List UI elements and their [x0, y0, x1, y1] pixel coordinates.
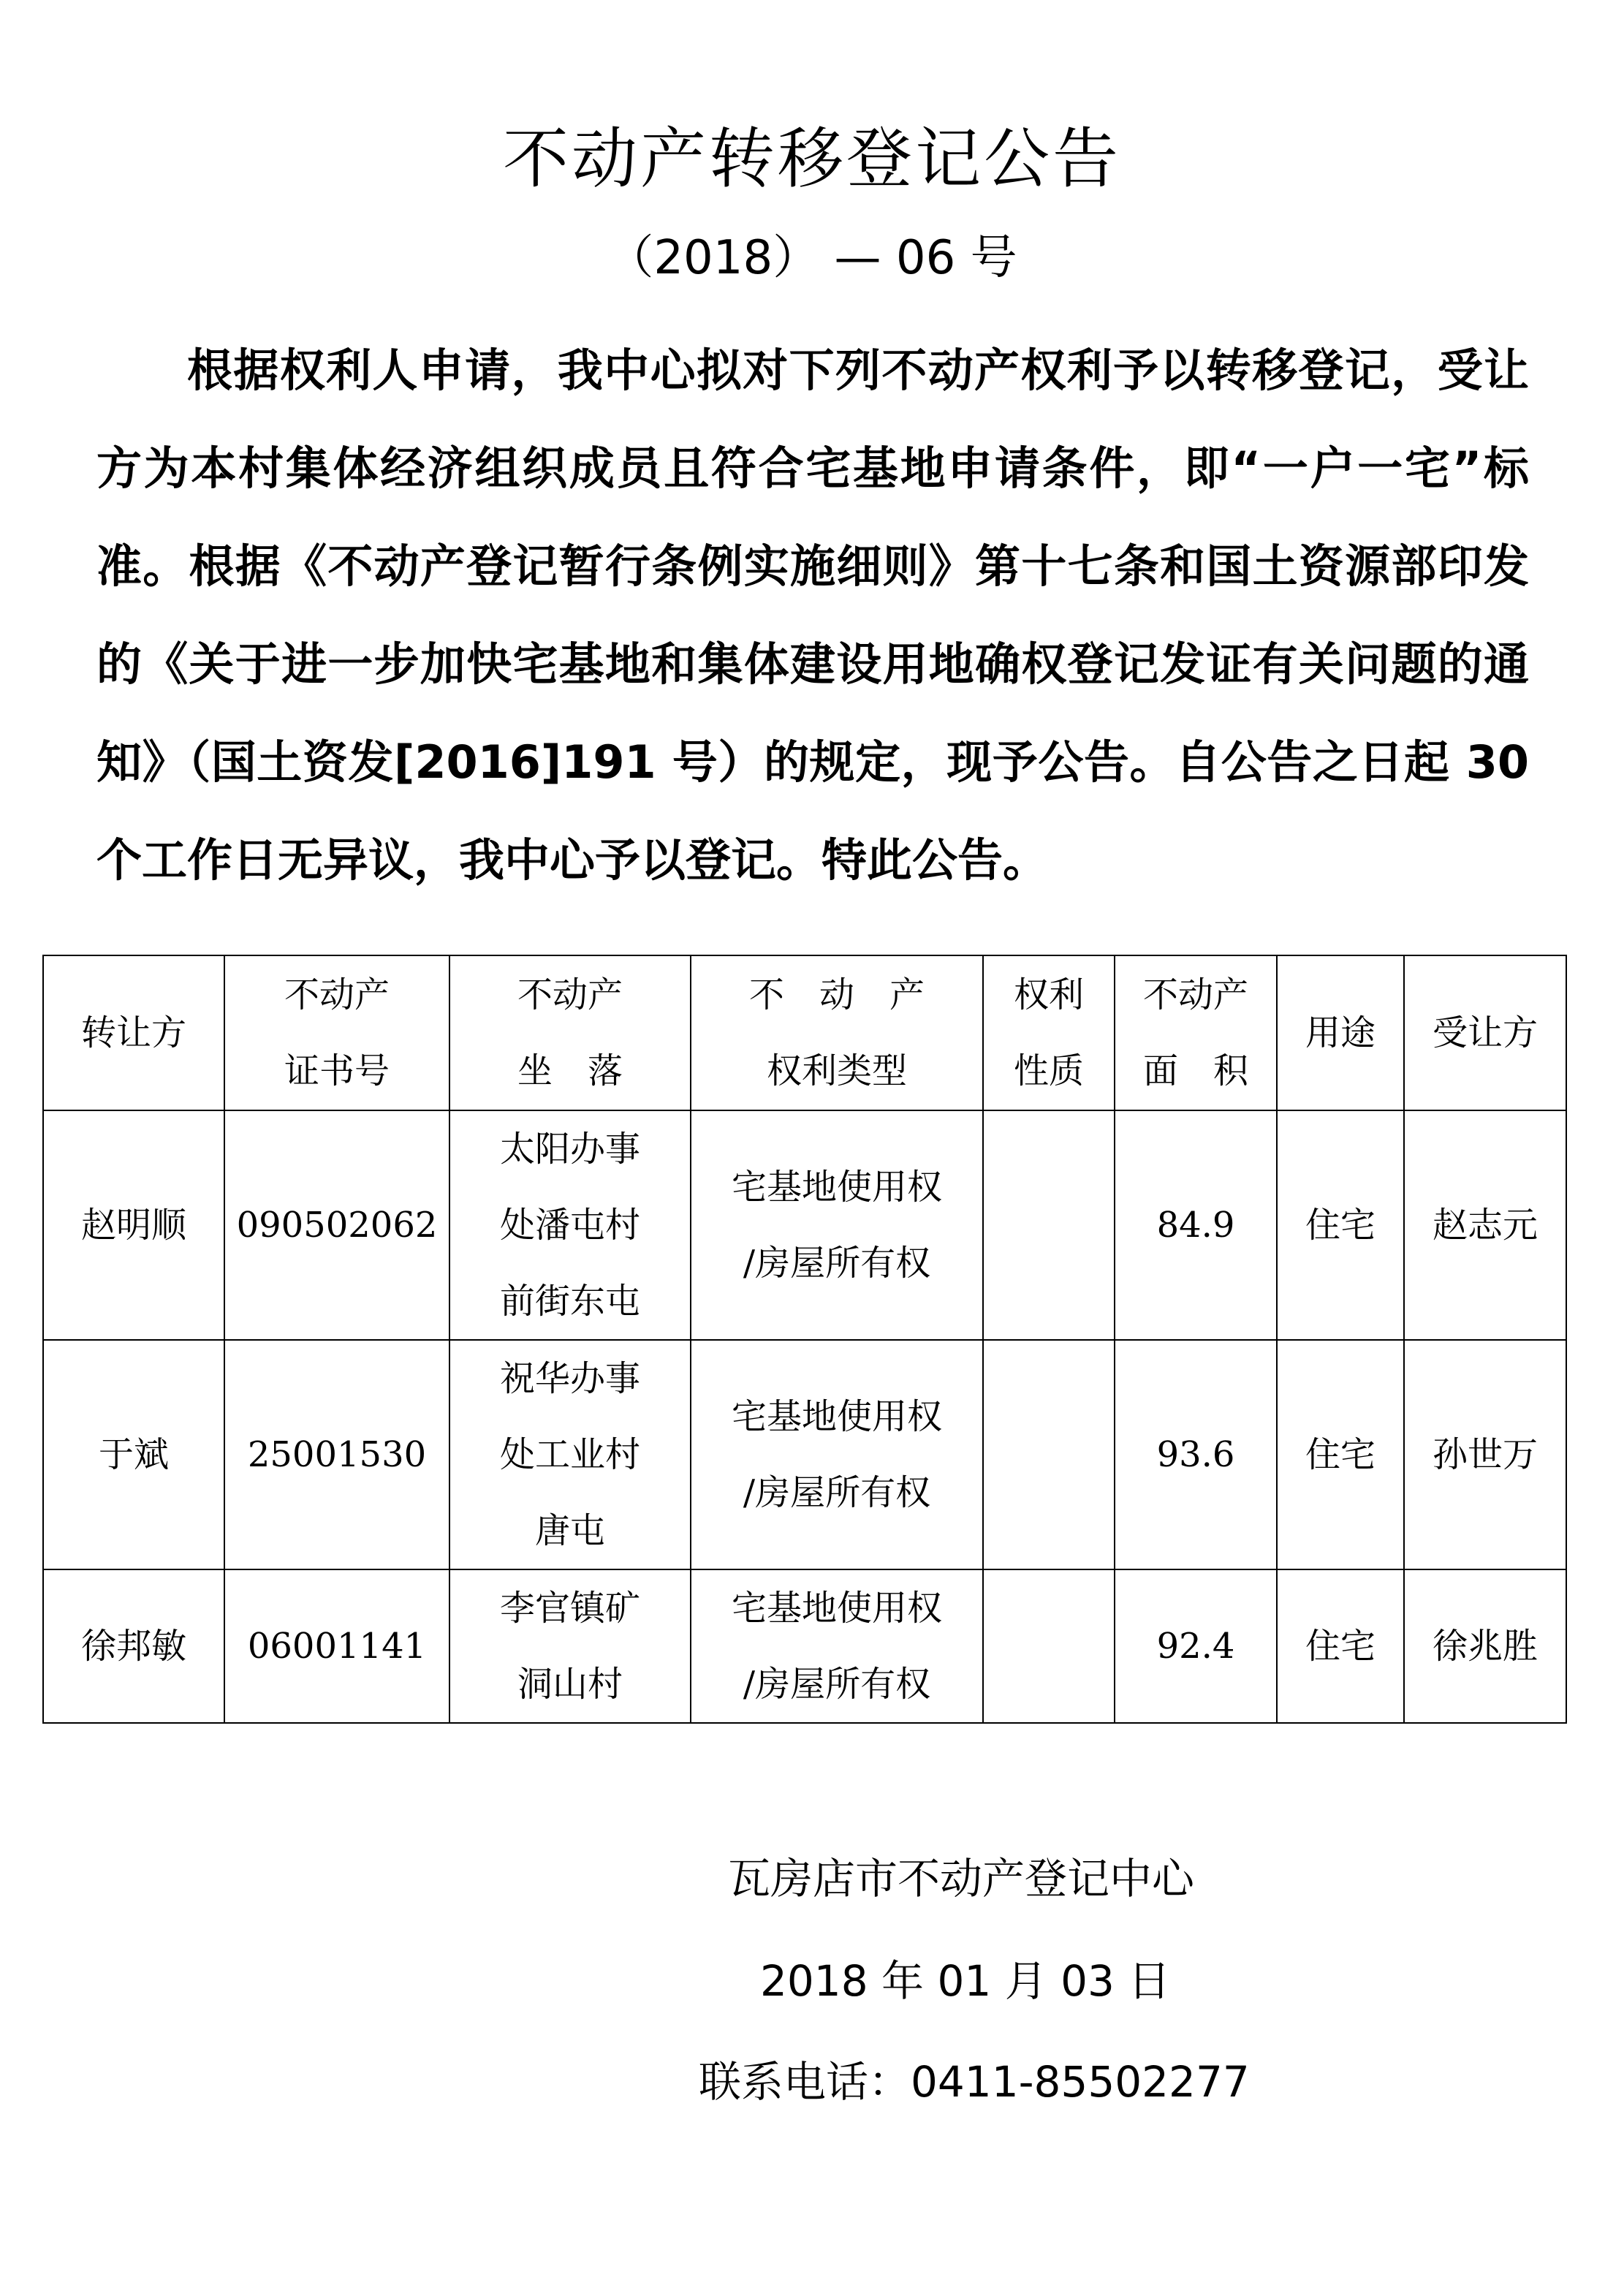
location-line: 太阳办事	[499, 1129, 640, 1170]
cell-right-nature	[983, 1340, 1115, 1569]
location-line: 唐屯	[534, 1510, 605, 1551]
right-type-line: 宅基地使用权	[731, 1588, 942, 1629]
cell-area: 92.4	[1115, 1569, 1277, 1723]
cell-transferee: 徐兆胜	[1404, 1569, 1566, 1723]
header-line: 证书号	[284, 1050, 390, 1091]
cell-transferee: 孙世万	[1404, 1340, 1566, 1569]
issuer-name: 瓦房店市不动产登记中心	[728, 1854, 1195, 1904]
cell-area: 93.6	[1115, 1340, 1277, 1569]
header-area	[1115, 955, 1277, 1110]
cell-cert-no: 090502062	[224, 1110, 449, 1340]
location-line: 李官镇矿	[499, 1588, 640, 1629]
cell-cert-no: 25001530	[224, 1340, 449, 1569]
header-right-type	[691, 955, 983, 1110]
header-line: 不动产	[284, 974, 390, 1015]
header-line: 面 积	[1142, 1050, 1248, 1091]
header-line: 权利	[1013, 974, 1084, 1015]
cell-right-type	[691, 1340, 983, 1569]
cell-usage: 住宅	[1277, 1340, 1404, 1569]
notice-body-text: 根据权利人申请，我中心拟对下列不动产权利予以转移登记，受让方为本村集体经济组织成员且符合宅基地申请条件，即“一户一宅”标准。根据《不动产登记暂行条例实施细则》第十七条和国土资源部印发的《关于进一步加快宅基地和集体建设用地确权登记发证有关问题的通知》（国土资发[2016]191 号）的规定，现予公告。自公告之日起 30 个工作日无异议，我中心予以登记。特此公告。	[96, 344, 1529, 887]
right-type-line: /房屋所有权	[743, 1664, 931, 1705]
table-row	[43, 1110, 1566, 1340]
cell-transferor: 于斌	[43, 1340, 224, 1569]
right-type-line: 宅基地使用权	[731, 1396, 942, 1437]
notice-title: 不动产转移登记公告	[503, 121, 1121, 197]
header-line: 性质	[1013, 1050, 1084, 1091]
cell-transferee: 赵志元	[1404, 1110, 1566, 1340]
cell-usage: 住宅	[1277, 1569, 1404, 1723]
cell-transferor: 赵明顺	[43, 1110, 224, 1340]
cell-transferor: 徐邦敏	[43, 1569, 224, 1723]
issue-date: 2018 年 01 月 03 日	[760, 1956, 1171, 2006]
right-type-line: /房屋所有权	[743, 1243, 931, 1284]
location-line: 处工业村	[499, 1434, 640, 1475]
location-line: 祝华办事	[499, 1358, 640, 1399]
cell-cert-no: 06001141	[224, 1569, 449, 1723]
header-line: 受让方	[1432, 1012, 1538, 1053]
header-transferee	[1404, 955, 1566, 1110]
cell-right-type	[691, 1110, 983, 1340]
cell-usage: 住宅	[1277, 1110, 1404, 1340]
header-line: 权利类型	[766, 1050, 907, 1091]
contact-phone: 联系电话：0411-85502277	[699, 2057, 1250, 2107]
header-line: 不动产	[517, 974, 623, 1015]
header-location	[449, 955, 691, 1110]
header-line: 用途	[1305, 1012, 1376, 1053]
cell-location	[449, 1340, 691, 1569]
cell-location	[449, 1110, 691, 1340]
header-cert-no	[224, 955, 449, 1110]
location-line: 处潘屯村	[499, 1205, 640, 1246]
header-line: 不 动 产	[748, 974, 925, 1015]
table-row	[43, 1569, 1566, 1723]
right-type-line: 宅基地使用权	[731, 1167, 942, 1208]
header-right-nature	[983, 955, 1115, 1110]
header-line: 坐 落	[517, 1050, 623, 1091]
cell-area: 84.9	[1115, 1110, 1277, 1340]
transfer-table	[42, 955, 1567, 1724]
cell-right-nature	[983, 1569, 1115, 1723]
header-usage	[1277, 955, 1404, 1110]
header-transferor	[43, 955, 224, 1110]
cell-right-nature	[983, 1110, 1115, 1340]
table-row	[43, 1340, 1566, 1569]
location-line: 前街东屯	[499, 1281, 640, 1322]
cell-right-type	[691, 1569, 983, 1723]
cell-location	[449, 1569, 691, 1723]
location-line: 洞山村	[517, 1664, 623, 1705]
right-type-line: /房屋所有权	[743, 1472, 931, 1513]
header-line: 不动产	[1142, 974, 1248, 1015]
document-number: （2018） — 06 号	[607, 231, 1017, 285]
header-line: 转让方	[80, 1012, 186, 1053]
table-header-row	[43, 955, 1566, 1110]
